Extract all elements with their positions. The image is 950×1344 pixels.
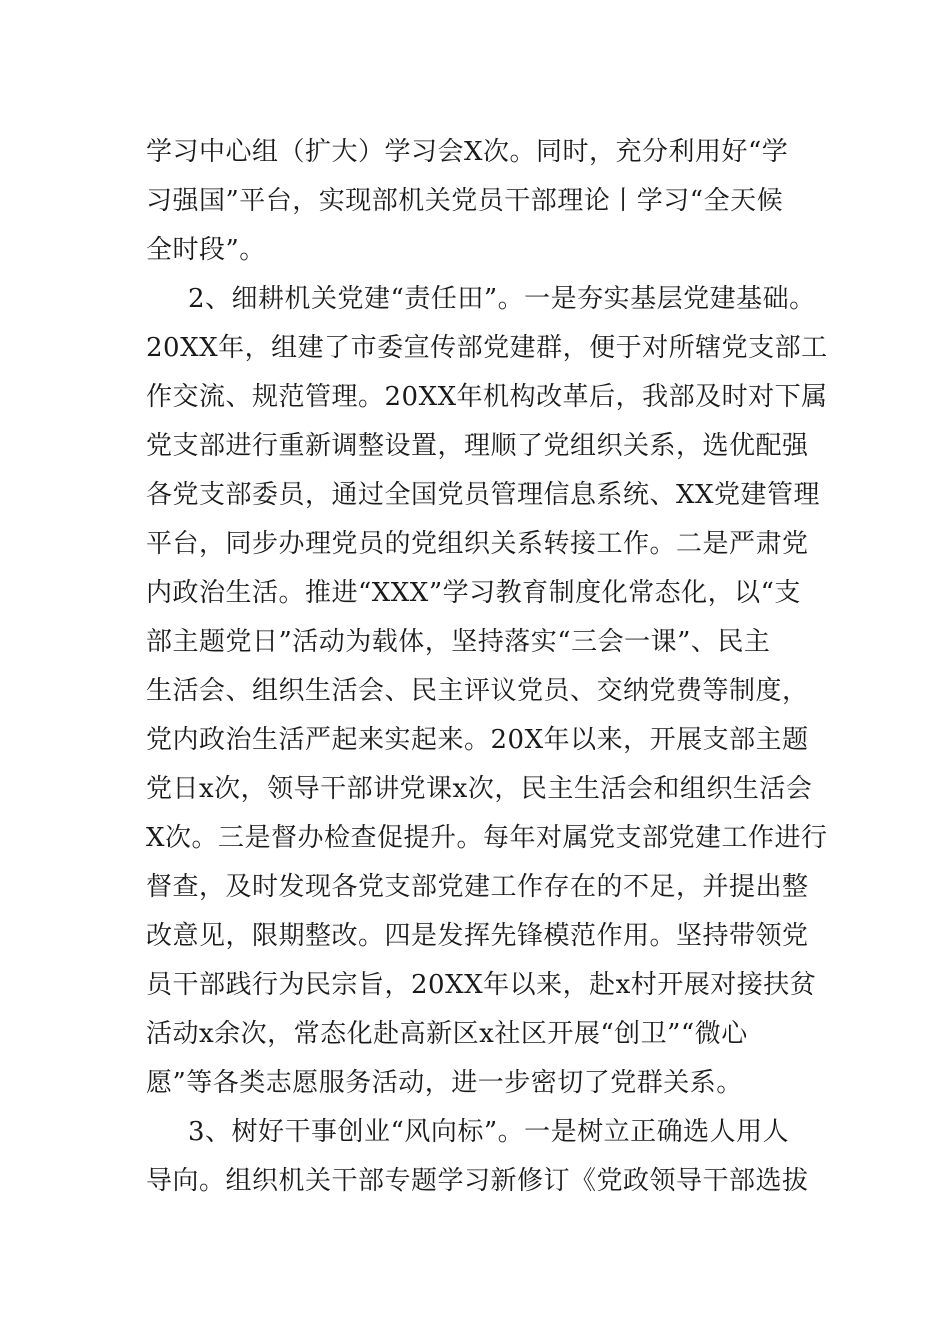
- text-line: 各党支部委员，通过全国党员管理信息系统、XX党建管理: [146, 480, 821, 510]
- paragraph-first-line: 2、细耕机关党建“责任田”。一是夯实基层党建基础。: [188, 284, 816, 314]
- document-body: [146, 128, 846, 1206]
- text-line: 平台，同步办理党员的党组织关系转接工作。二是严肃党: [146, 529, 809, 559]
- text-line: 习强国”平台，实现部机关党员干部理论丨学习“全天候: [146, 186, 784, 216]
- text-line: 全时段”。: [146, 235, 266, 265]
- text-line: 员干部践行为民宗旨，20XX年以来，赴x村开展对接扶贫: [146, 970, 817, 1000]
- text-line: 导向。组织机关干部专题学习新修订《党政领导干部选拔: [146, 1166, 809, 1196]
- text-line: 愿”等各类志愿服务活动，进一步密切了党群关系。: [146, 1068, 743, 1098]
- text-line: 学习中心组（扩大）学习会X次。同时，充分利用好“学: [146, 137, 789, 167]
- text-line: 督查，及时发现各党支部党建工作存在的不足，并提出整: [146, 872, 809, 902]
- text-line: 生活会、组织生活会、民主评议党员、交纳党费等制度，: [146, 676, 809, 706]
- text-line: 活动x余次，常态化赴高新区x社区开展“创卫”“微心: [146, 1019, 748, 1049]
- text-line: 作交流、规范管理。20XX年机构改革后，我部及时对下属: [146, 382, 828, 412]
- text-line: 党内政治生活严起来实起来。20X年以来，开展支部主题: [146, 725, 809, 755]
- paragraph-first-line: 3、树好干事创业“风向标”。一是树立正确选人用人: [188, 1117, 790, 1147]
- text-line: 党支部进行重新调整设置，理顺了党组织关系，选优配强: [146, 431, 809, 461]
- text-line: 20XX年，组建了市委宣传部党建群，便于对所辖党支部工: [146, 333, 828, 363]
- text-line: 内政治生活。推进“XXX”学习教育制度化常态化，以“支: [146, 578, 801, 608]
- text-line: 改意见，限期整改。四是发挥先锋模范作用。坚持带领党: [146, 921, 809, 951]
- text-line: X次。三是督办检查促提升。每年对属党支部党建工作进行: [146, 823, 828, 853]
- text-line: 党日x次，领导干部讲党课x次，民主生活会和组织生活会: [146, 774, 813, 804]
- text-line: 部主题党日”活动为载体，坚持落实“三会一课”、民主: [146, 627, 771, 657]
